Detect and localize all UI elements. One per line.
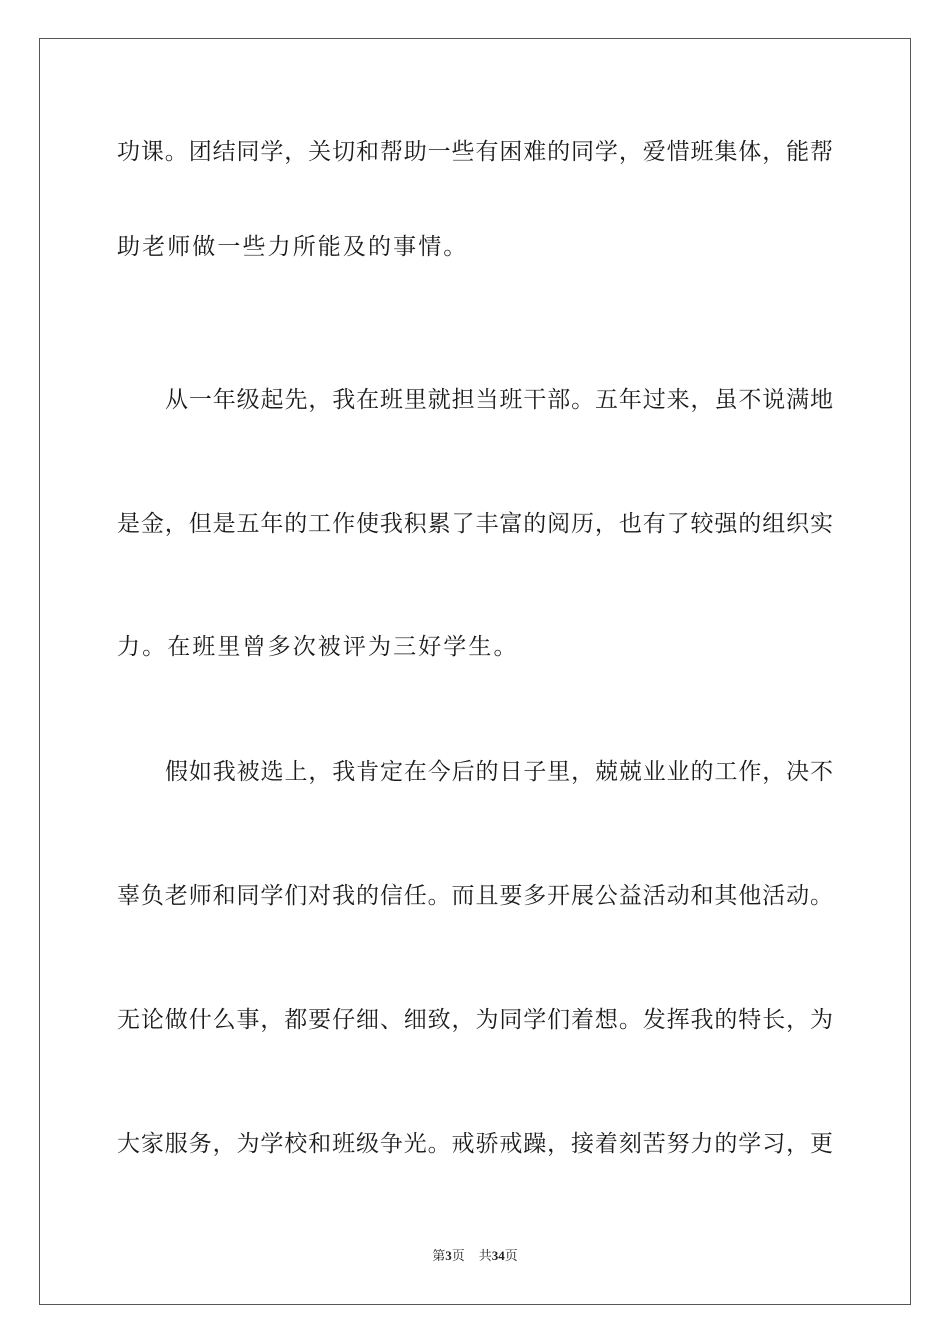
paragraph-line: 是金，但是五年的工作使我积累了丰富的阅历，也有了较强的组织实 (117, 511, 833, 537)
paragraph-line: 假如我被选上，我肯定在今后的日子里，兢兢业业的工作，决不 (165, 759, 833, 785)
paragraph-line: 无论做什么事，都要仔细、细致，为同学们着想。发挥我的特长，为 (117, 1007, 833, 1033)
page-prefix: 第 (432, 1248, 446, 1263)
page-number: 3 (445, 1248, 452, 1263)
total-suffix: 页 (504, 1248, 518, 1263)
page-footer (0, 1246, 950, 1266)
total-pages: 34 (491, 1248, 505, 1263)
paragraph-line: 辜负老师和同学们对我的信任。而且要多开展公益活动和其他活动。 (117, 883, 833, 909)
paragraph-line: 力。在班里曾多次被评为三好学生。 (117, 634, 519, 660)
page-suffix: 页 (451, 1248, 465, 1263)
paragraph-line: 大家服务，为学校和班级争光。戒骄戒躁，接着刻苦努力的学习，更 (117, 1131, 833, 1157)
paragraph-line: 从一年级起先，我在班里就担当班干部。五年过来，虽不说满地 (165, 387, 833, 413)
paragraph-line: 助老师做一些力所能及的事情。 (117, 234, 469, 260)
paragraph-line: 功课。团结同学，关切和帮助一些有困难的同学，爱惜班集体，能帮 (117, 139, 833, 165)
total-prefix: 共 (478, 1248, 492, 1263)
